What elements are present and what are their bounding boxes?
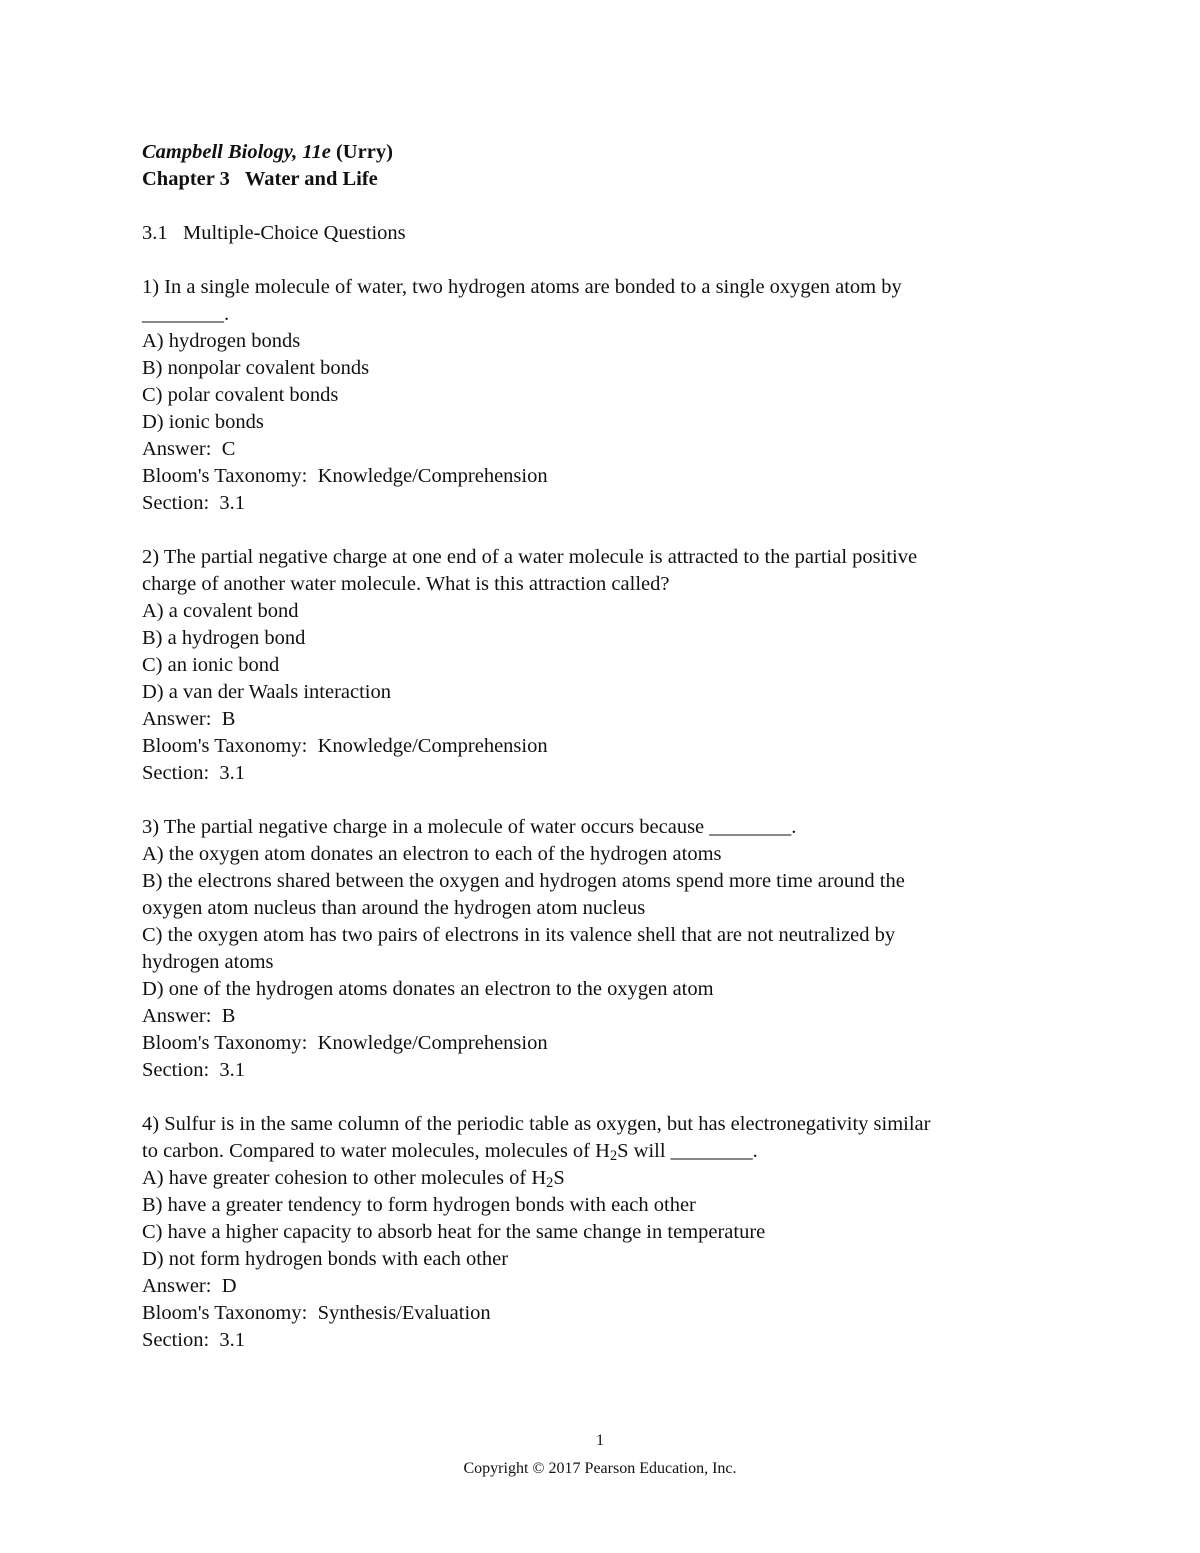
answer-key: Answer: B — [142, 708, 236, 730]
answer-option: B) nonpolar covalent bonds — [142, 357, 370, 379]
answer-option — [142, 1165, 1072, 1192]
option-text: S — [553, 1167, 565, 1189]
answer-key: Answer: B — [142, 1005, 236, 1027]
question-3 — [142, 814, 1072, 1084]
answer-option: B) the electrons shared between the oxygen and hydrogen atoms spend more time around the — [142, 870, 905, 892]
subscript: 2 — [609, 1147, 618, 1164]
section-reference: Section: 3.1 — [142, 1329, 246, 1351]
answer-option: C) an ionic bond — [142, 654, 280, 676]
question-stem: ________. — [142, 303, 230, 325]
answer-option: D) ionic bonds — [142, 411, 264, 433]
section-reference: Section: 3.1 — [142, 1059, 246, 1081]
blooms-taxonomy: Bloom's Taxonomy: Knowledge/Comprehension — [142, 1032, 548, 1054]
stem-text: to carbon. Compared to water molecules, molecules of H — [142, 1140, 610, 1162]
answer-option: A) the oxygen atom donates an electron to each of the hydrogen atoms — [142, 843, 722, 865]
question-stem: 1) In a single molecule of water, two hydrogen atoms are bonded to a single oxygen atom by — [142, 276, 902, 298]
answer-option: B) a hydrogen bond — [142, 627, 306, 649]
blooms-taxonomy: Bloom's Taxonomy: Knowledge/Comprehension — [142, 465, 548, 487]
subscript: 2 — [546, 1174, 554, 1191]
question-2 — [142, 544, 1072, 787]
answer-option: hydrogen atoms — [142, 951, 274, 973]
question-4 — [142, 1111, 1072, 1354]
section-reference: Section: 3.1 — [142, 762, 246, 784]
question-stem — [142, 1138, 1072, 1165]
copyright-notice: Copyright © 2017 Pearson Education, Inc. — [463, 1460, 737, 1477]
blooms-taxonomy: Bloom's Taxonomy: Knowledge/Comprehension — [142, 735, 548, 757]
answer-option: D) not form hydrogen bonds with each other — [142, 1248, 509, 1270]
answer-option: C) polar covalent bonds — [142, 384, 339, 406]
question-stem: 4) Sulfur is in the same column of the periodic table as oxygen, but has electronegativity similar — [142, 1113, 931, 1135]
question-stem: 2) The partial negative charge at one end of a water molecule is attracted to the partial positive — [142, 546, 918, 568]
blooms-taxonomy: Bloom's Taxonomy: Synthesis/Evaluation — [142, 1302, 491, 1324]
answer-option: B) have a greater tendency to form hydrogen bonds with each other — [142, 1194, 696, 1216]
answer-option: oxygen atom nucleus than around the hydrogen atom nucleus — [142, 897, 646, 919]
stem-text: S will ________. — [617, 1140, 758, 1162]
answer-option: A) hydrogen bonds — [142, 330, 301, 352]
answer-key: Answer: C — [142, 438, 236, 460]
section-heading: 3.1 Multiple-Choice Questions — [142, 222, 406, 244]
section-reference: Section: 3.1 — [142, 492, 246, 514]
answer-option: D) one of the hydrogen atoms donates an electron to the oxygen atom — [142, 978, 714, 1000]
answer-option: C) have a higher capacity to absorb heat for the same change in temperature — [142, 1221, 766, 1243]
page-number: 1 — [596, 1432, 604, 1449]
question-stem: 3) The partial negative charge in a molecule of water occurs because ________. — [142, 816, 797, 838]
book-title-line — [142, 139, 1072, 166]
option-text: A) have greater cohesion to other molecules of H — [142, 1167, 547, 1189]
book-title: Campbell Biology, 11e — [142, 141, 331, 163]
answer-option: D) a van der Waals interaction — [142, 681, 391, 703]
question-stem: charge of another water molecule. What is this attraction called? — [142, 573, 670, 595]
answer-option: C) the oxygen atom has two pairs of electrons in its valence shell that are not neutralized by — [142, 924, 896, 946]
page-content — [142, 139, 1072, 1354]
answer-key: Answer: D — [142, 1275, 237, 1297]
question-1 — [142, 274, 1072, 517]
book-author: (Urry) — [335, 141, 393, 163]
answer-option: A) a covalent bond — [142, 600, 299, 622]
chapter-title: Chapter 3 Water and Life — [142, 168, 378, 190]
